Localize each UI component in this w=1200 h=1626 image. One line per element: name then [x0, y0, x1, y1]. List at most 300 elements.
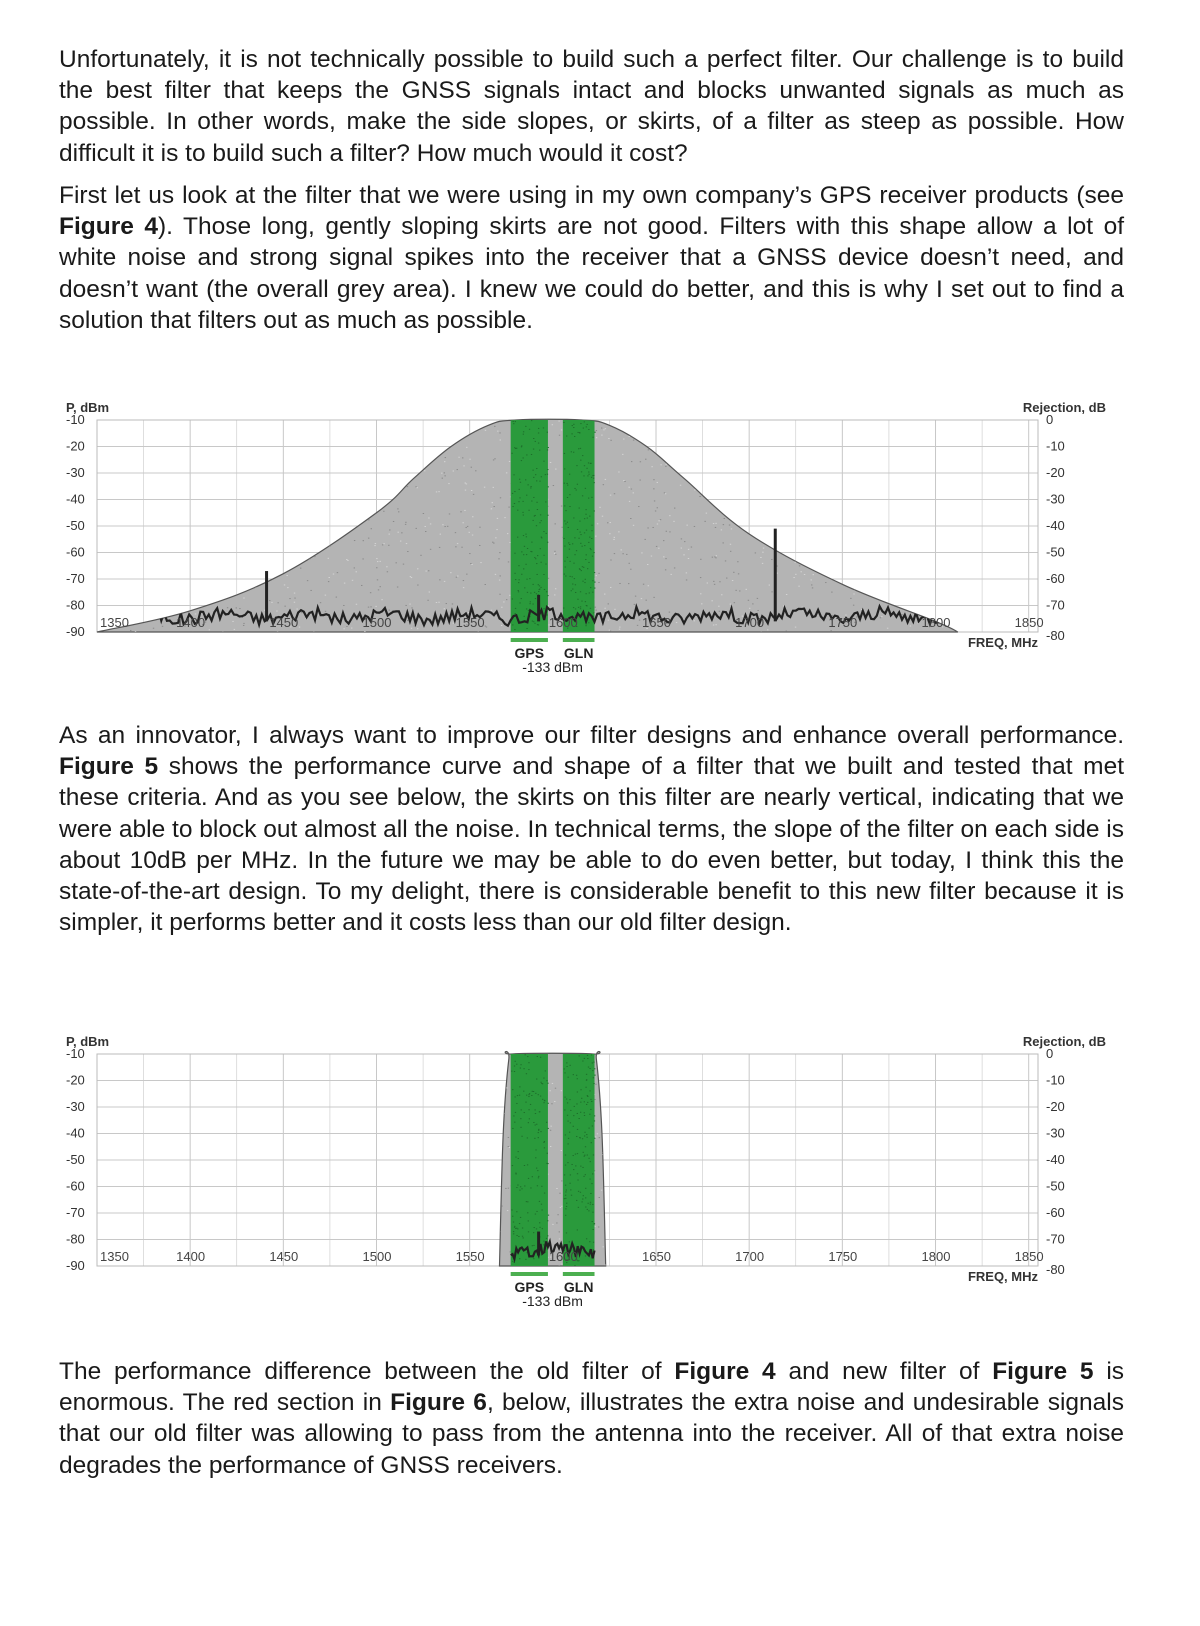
texture-dot	[698, 1121, 699, 1122]
band-texture	[547, 1153, 548, 1154]
texture-dot	[220, 510, 221, 511]
texture-dot	[843, 1202, 844, 1203]
texture-dot	[929, 1093, 930, 1094]
texture-dot	[810, 1173, 811, 1174]
texture-dot	[382, 427, 383, 428]
texture-dot	[171, 1103, 172, 1104]
texture-dot	[251, 443, 252, 444]
texture-dot	[252, 1146, 253, 1147]
texture-dot	[452, 603, 453, 604]
texture-dot	[435, 1241, 436, 1242]
texture-dot	[831, 421, 832, 422]
texture-dot	[497, 1140, 498, 1141]
texture-dot	[923, 521, 924, 522]
band-texture	[587, 475, 588, 476]
texture-dot	[333, 1184, 334, 1185]
texture-dot	[109, 486, 110, 487]
texture-dot	[978, 1118, 979, 1119]
texture-dot	[618, 531, 619, 532]
texture-dot	[1010, 596, 1011, 597]
band-texture	[592, 556, 593, 557]
texture-dot	[560, 1207, 561, 1208]
texture-dot	[734, 464, 735, 465]
texture-dot	[604, 594, 605, 595]
band-texture	[538, 584, 539, 585]
band-label-gps: GPS	[514, 1279, 545, 1295]
x-tick: 1450	[269, 615, 299, 630]
texture-dot	[630, 518, 631, 519]
texture-dot	[224, 1058, 225, 1059]
texture-dot	[110, 1138, 111, 1139]
band-texture	[545, 564, 546, 565]
texture-dot	[1023, 510, 1024, 511]
band-texture	[515, 421, 516, 422]
y-tick-right: -20	[1046, 1099, 1065, 1114]
texture-dot	[769, 1174, 770, 1175]
texture-dot	[411, 607, 412, 608]
texture-dot	[172, 1189, 173, 1190]
texture-dot	[641, 598, 642, 599]
band-texture	[547, 1235, 548, 1236]
texture-dot	[273, 1082, 274, 1083]
band-texture	[517, 1185, 518, 1186]
band-texture	[524, 1185, 525, 1186]
texture-dot	[368, 519, 369, 520]
texture-dot	[976, 1110, 977, 1111]
texture-dot	[449, 1188, 450, 1189]
x-tick: 1750	[828, 1249, 858, 1264]
texture-dot	[797, 1171, 798, 1172]
texture-dot	[616, 1078, 617, 1079]
texture-dot	[605, 479, 606, 480]
texture-dot	[419, 1200, 420, 1201]
texture-dot	[433, 1176, 434, 1177]
texture-dot	[941, 1233, 942, 1234]
texture-dot	[285, 1124, 286, 1125]
texture-dot	[356, 509, 357, 510]
texture-dot	[856, 1192, 857, 1193]
band-texture	[519, 602, 520, 603]
texture-dot	[277, 1083, 278, 1084]
texture-dot	[126, 1149, 127, 1150]
texture-dot	[743, 448, 744, 449]
texture-dot	[676, 450, 677, 451]
texture-dot	[1007, 1147, 1008, 1148]
texture-dot	[977, 1168, 978, 1169]
texture-dot	[444, 608, 445, 609]
band-texture	[594, 432, 595, 433]
texture-dot	[878, 568, 879, 569]
texture-dot	[301, 467, 302, 468]
texture-dot	[140, 451, 141, 452]
texture-dot	[998, 450, 999, 451]
texture-dot	[318, 477, 319, 478]
texture-dot	[965, 470, 966, 471]
texture-dot	[867, 1243, 868, 1244]
band-texture	[573, 427, 574, 428]
texture-dot	[621, 1097, 622, 1098]
texture-dot	[559, 1231, 560, 1232]
texture-dot	[102, 1183, 103, 1184]
texture-dot	[326, 481, 327, 482]
texture-dot	[343, 1132, 344, 1133]
texture-dot	[644, 442, 645, 443]
texture-dot	[707, 583, 708, 584]
band-texture	[535, 1113, 536, 1114]
texture-dot	[910, 562, 911, 563]
band-texture	[565, 510, 566, 511]
texture-dot	[997, 1113, 998, 1114]
texture-dot	[973, 1182, 974, 1183]
texture-dot	[651, 1161, 652, 1162]
texture-dot	[893, 1116, 894, 1117]
band-texture	[514, 629, 515, 630]
texture-dot	[332, 423, 333, 424]
texture-dot	[209, 493, 210, 494]
texture-dot	[903, 558, 904, 559]
texture-dot	[176, 591, 177, 592]
texture-dot	[751, 1072, 752, 1073]
texture-dot	[803, 424, 804, 425]
texture-dot	[609, 630, 610, 631]
texture-dot	[274, 1141, 275, 1142]
band-texture	[593, 1154, 594, 1155]
texture-dot	[990, 560, 991, 561]
texture-dot	[449, 513, 450, 514]
y-tick-right: -40	[1046, 518, 1065, 533]
texture-dot	[494, 426, 495, 427]
texture-dot	[987, 1071, 988, 1072]
texture-dot	[167, 513, 168, 514]
texture-dot	[598, 582, 599, 583]
texture-dot	[273, 541, 274, 542]
band-texture	[585, 1174, 586, 1175]
texture-dot	[506, 472, 507, 473]
band-texture	[533, 497, 534, 498]
band-texture	[580, 1112, 581, 1113]
band-texture	[512, 624, 513, 625]
texture-dot	[179, 444, 180, 445]
texture-dot	[640, 1120, 641, 1121]
texture-dot	[829, 557, 830, 558]
texture-dot	[604, 1086, 605, 1087]
band-texture	[548, 486, 549, 487]
band-texture	[588, 462, 589, 463]
texture-dot	[387, 1092, 388, 1093]
texture-dot	[852, 1214, 853, 1215]
texture-dot	[450, 572, 451, 573]
x-tick: 1350	[100, 615, 129, 630]
texture-dot	[897, 1182, 898, 1183]
texture-dot	[444, 434, 445, 435]
band-texture	[538, 1094, 539, 1095]
texture-dot	[813, 574, 814, 575]
band-texture	[564, 1174, 565, 1175]
texture-dot	[876, 1223, 877, 1224]
texture-dot	[604, 608, 605, 609]
texture-dot	[284, 606, 285, 607]
texture-dot	[357, 1220, 358, 1221]
texture-dot	[1021, 1139, 1022, 1140]
texture-dot	[188, 568, 189, 569]
texture-dot	[455, 1191, 456, 1192]
texture-dot	[425, 531, 426, 532]
texture-dot	[665, 464, 666, 465]
texture-dot	[466, 447, 467, 448]
texture-dot	[348, 1229, 349, 1230]
band-texture	[570, 1174, 571, 1175]
band-texture	[576, 1103, 577, 1104]
texture-dot	[991, 1247, 992, 1248]
texture-dot	[813, 1148, 814, 1149]
texture-dot	[614, 493, 615, 494]
texture-dot	[684, 1151, 685, 1152]
band-texture	[512, 1128, 513, 1129]
texture-dot	[799, 531, 800, 532]
texture-dot	[879, 433, 880, 434]
texture-dot	[186, 1194, 187, 1195]
texture-dot	[992, 425, 993, 426]
texture-dot	[761, 1223, 762, 1224]
texture-dot	[124, 1226, 125, 1227]
texture-dot	[318, 1259, 319, 1260]
band-texture	[583, 1152, 584, 1153]
band-texture	[540, 587, 541, 588]
texture-dot	[714, 584, 715, 585]
texture-dot	[989, 1220, 990, 1221]
band-texture	[567, 1102, 568, 1103]
texture-dot	[159, 570, 160, 571]
band-texture	[529, 429, 530, 430]
texture-dot	[319, 516, 320, 517]
texture-dot	[622, 1196, 623, 1197]
texture-dot	[896, 504, 897, 505]
texture-dot	[480, 1131, 481, 1132]
texture-dot	[873, 563, 874, 564]
texture-dot	[417, 1155, 418, 1156]
texture-dot	[731, 528, 732, 529]
band-texture	[538, 1137, 539, 1138]
band-texture	[535, 474, 536, 475]
texture-dot	[157, 1138, 158, 1139]
texture-dot	[358, 463, 359, 464]
texture-dot	[992, 1254, 993, 1255]
texture-dot	[206, 1214, 207, 1215]
texture-dot	[473, 494, 474, 495]
texture-dot	[461, 1072, 462, 1073]
texture-dot	[325, 595, 326, 596]
texture-dot	[147, 1132, 148, 1133]
texture-dot	[933, 1195, 934, 1196]
texture-dot	[989, 478, 990, 479]
texture-dot	[166, 468, 167, 469]
texture-dot	[1014, 482, 1015, 483]
texture-dot	[872, 457, 873, 458]
texture-dot	[227, 607, 228, 608]
texture-dot	[910, 625, 911, 626]
texture-dot	[245, 511, 246, 512]
texture-dot	[707, 1207, 708, 1208]
y-tick-right: -20	[1046, 465, 1065, 480]
texture-dot	[738, 468, 739, 469]
texture-dot	[163, 1097, 164, 1098]
texture-dot	[822, 1093, 823, 1094]
texture-dot	[446, 1163, 447, 1164]
texture-dot	[918, 1192, 919, 1193]
band-texture	[547, 515, 548, 516]
texture-dot	[509, 461, 510, 462]
texture-dot	[779, 1090, 780, 1091]
texture-dot	[1025, 1172, 1026, 1173]
band-texture	[564, 468, 565, 469]
texture-dot	[796, 1157, 797, 1158]
band-texture	[536, 468, 537, 469]
texture-dot	[396, 562, 397, 563]
texture-dot	[622, 1158, 623, 1159]
texture-dot	[508, 1188, 509, 1189]
texture-dot	[994, 588, 995, 589]
texture-dot	[721, 529, 722, 530]
band-texture	[514, 1122, 515, 1123]
texture-dot	[1009, 1192, 1010, 1193]
texture-dot	[729, 525, 730, 526]
texture-dot	[286, 464, 287, 465]
texture-dot	[437, 423, 438, 424]
texture-dot	[135, 1138, 136, 1139]
band-texture	[574, 578, 575, 579]
texture-dot	[386, 1176, 387, 1177]
texture-dot	[315, 434, 316, 435]
texture-dot	[813, 1146, 814, 1147]
texture-dot	[844, 469, 845, 470]
texture-dot	[128, 584, 129, 585]
texture-dot	[186, 544, 187, 545]
texture-dot	[410, 1214, 411, 1215]
texture-dot	[386, 1118, 387, 1119]
texture-dot	[675, 1202, 676, 1203]
texture-dot	[154, 1086, 155, 1087]
band-texture	[587, 1095, 588, 1096]
texture-dot	[879, 437, 880, 438]
texture-dot	[138, 1113, 139, 1114]
texture-dot	[160, 502, 161, 503]
texture-dot	[822, 1102, 823, 1103]
texture-dot	[971, 622, 972, 623]
texture-dot	[325, 484, 326, 485]
texture-dot	[255, 1256, 256, 1257]
band-texture	[594, 482, 595, 483]
texture-dot	[997, 1097, 998, 1098]
band-texture	[591, 1142, 592, 1143]
texture-dot	[683, 464, 684, 465]
texture-dot	[987, 1096, 988, 1097]
texture-dot	[626, 1111, 627, 1112]
texture-dot	[1023, 586, 1024, 587]
texture-dot	[335, 1181, 336, 1182]
texture-dot	[620, 1067, 621, 1068]
texture-dot	[713, 523, 714, 524]
texture-dot	[257, 512, 258, 513]
texture-dot	[433, 1102, 434, 1103]
texture-dot	[781, 1179, 782, 1180]
texture-dot	[112, 608, 113, 609]
texture-dot	[668, 1198, 669, 1199]
texture-dot	[227, 596, 228, 597]
texture-dot	[389, 529, 390, 530]
texture-dot	[254, 1200, 255, 1201]
texture-dot	[336, 1188, 337, 1189]
x-tick: 1350	[100, 1249, 129, 1264]
texture-dot	[648, 1079, 649, 1080]
texture-dot	[944, 1180, 945, 1181]
band-texture	[526, 628, 527, 629]
band-texture	[584, 1132, 585, 1133]
band-texture	[591, 538, 592, 539]
texture-dot	[389, 610, 390, 611]
band-gln	[563, 420, 596, 632]
texture-dot	[192, 1079, 193, 1080]
texture-dot	[873, 1125, 874, 1126]
texture-dot	[736, 1056, 737, 1057]
texture-dot	[815, 1124, 816, 1125]
texture-dot	[770, 1088, 771, 1089]
paragraph-intro-text: Unfortunately, it is not technically possible to build such a perfect filter. Our challenge is to build the best filter that keeps the GNSS signals intact and blocks unwanted signals as much as possible. In other words, make the side slopes, or skirts, of a filter as steep as possible. How difficult it is to build such a filter? How much would it cost?	[59, 46, 1124, 167]
texture-dot	[987, 559, 988, 560]
band-texture	[589, 516, 590, 517]
texture-dot	[326, 423, 327, 424]
texture-dot	[343, 1166, 344, 1167]
texture-dot	[791, 1082, 792, 1083]
texture-dot	[171, 562, 172, 563]
texture-dot	[1003, 1190, 1004, 1191]
texture-dot	[886, 563, 887, 564]
x-tick: 1850	[1014, 615, 1044, 630]
texture-dot	[307, 1190, 308, 1191]
band-texture	[565, 1165, 566, 1166]
band-texture	[535, 558, 536, 559]
band-texture	[592, 1221, 593, 1222]
texture-dot	[729, 1071, 730, 1072]
band-texture	[546, 1080, 547, 1081]
texture-dot	[619, 583, 620, 584]
texture-dot	[163, 1073, 164, 1074]
texture-dot	[223, 484, 224, 485]
texture-dot	[126, 431, 127, 432]
texture-dot	[406, 1114, 407, 1115]
texture-dot	[961, 1233, 962, 1234]
texture-dot	[552, 1224, 553, 1225]
texture-dot	[763, 548, 764, 549]
texture-dot	[631, 489, 632, 490]
band-texture	[594, 1120, 595, 1121]
texture-dot	[762, 489, 763, 490]
texture-dot	[134, 444, 135, 445]
texture-dot	[722, 1178, 723, 1179]
texture-dot	[174, 484, 175, 485]
band-texture	[543, 1102, 544, 1103]
band-texture	[577, 1229, 578, 1230]
band-texture	[571, 451, 572, 452]
texture-dot	[949, 1134, 950, 1135]
texture-dot	[385, 1067, 386, 1068]
band-texture	[580, 1102, 581, 1103]
texture-dot	[896, 550, 897, 551]
texture-dot	[883, 1251, 884, 1252]
texture-dot	[783, 1110, 784, 1111]
texture-dot	[958, 469, 959, 470]
texture-dot	[185, 601, 186, 602]
texture-dot	[595, 607, 596, 608]
